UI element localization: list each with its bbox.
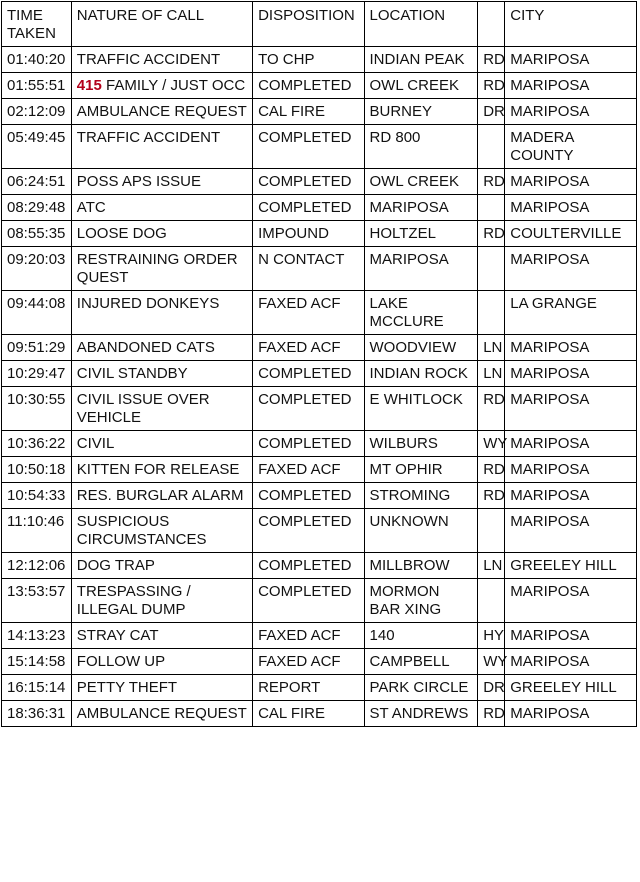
table-row <box>2 47 637 73</box>
cell-location: OWL CREEK <box>364 73 478 99</box>
cell-nature: SUSPICIOUS CIRCUMSTANCES <box>71 509 252 553</box>
cell-suffix: WY <box>478 431 505 457</box>
cell-nature: POSS APS ISSUE <box>71 169 252 195</box>
cell-location: RD 800 <box>364 125 478 169</box>
cell-city: MARIPOSA <box>505 701 637 727</box>
cell-city: MADERA COUNTY <box>505 125 637 169</box>
cell-location: HOLTZEL <box>364 221 478 247</box>
cell-time: 08:29:48 <box>2 195 72 221</box>
cell-city: MARIPOSA <box>505 361 637 387</box>
table-row <box>2 649 637 675</box>
cell-city: MARIPOSA <box>505 387 637 431</box>
cell-nature: RES. BURGLAR ALARM <box>71 483 252 509</box>
cell-nature: AMBULANCE REQUEST <box>71 99 252 125</box>
cell-city: MARIPOSA <box>505 47 637 73</box>
cell-city: MARIPOSA <box>505 623 637 649</box>
cell-city: MARIPOSA <box>505 579 637 623</box>
cell-location: STROMING <box>364 483 478 509</box>
cell-time: 01:40:20 <box>2 47 72 73</box>
header-nature: NATURE OF CALL <box>71 2 252 47</box>
cell-time: 10:54:33 <box>2 483 72 509</box>
table-row <box>2 509 637 553</box>
call-log-table <box>1 1 637 727</box>
cell-time: 16:15:14 <box>2 675 72 701</box>
cell-city: MARIPOSA <box>505 335 637 361</box>
cell-suffix: RD <box>478 457 505 483</box>
cell-nature: FOLLOW UP <box>71 649 252 675</box>
cell-disposition: COMPLETED <box>253 553 364 579</box>
table-row <box>2 675 637 701</box>
cell-time: 09:20:03 <box>2 247 72 291</box>
cell-suffix: WY <box>478 649 505 675</box>
cell-nature: PETTY THEFT <box>71 675 252 701</box>
cell-suffix <box>478 125 505 169</box>
cell-disposition: REPORT <box>253 675 364 701</box>
cell-disposition: FAXED ACF <box>253 291 364 335</box>
cell-location: INDIAN PEAK <box>364 47 478 73</box>
cell-time: 10:50:18 <box>2 457 72 483</box>
cell-suffix: LN <box>478 553 505 579</box>
cell-time: 01:55:51 <box>2 73 72 99</box>
cell-location: LAKE MCCLURE <box>364 291 478 335</box>
cell-city: GREELEY HILL <box>505 675 637 701</box>
cell-suffix: RD <box>478 483 505 509</box>
cell-location: PARK CIRCLE <box>364 675 478 701</box>
cell-location: MT OPHIR <box>364 457 478 483</box>
call-code: 415 <box>76 77 102 94</box>
cell-time: 05:49:45 <box>2 125 72 169</box>
cell-suffix: LN <box>478 335 505 361</box>
table-row <box>2 169 637 195</box>
cell-nature: STRAY CAT <box>71 623 252 649</box>
cell-time: 11:10:46 <box>2 509 72 553</box>
cell-disposition: COMPLETED <box>253 387 364 431</box>
cell-city: MARIPOSA <box>505 431 637 457</box>
cell-city: LA GRANGE <box>505 291 637 335</box>
table-body <box>2 47 637 727</box>
cell-city: MARIPOSA <box>505 169 637 195</box>
cell-time: 15:14:58 <box>2 649 72 675</box>
cell-nature: RESTRAINING ORDER QUEST <box>71 247 252 291</box>
cell-suffix <box>478 195 505 221</box>
header-time: TIME TAKEN <box>2 2 72 47</box>
cell-suffix: RD <box>478 169 505 195</box>
cell-time: 14:13:23 <box>2 623 72 649</box>
table-row <box>2 221 637 247</box>
cell-disposition: FAXED ACF <box>253 623 364 649</box>
cell-time: 10:30:55 <box>2 387 72 431</box>
cell-suffix: DR <box>478 99 505 125</box>
cell-disposition: CAL FIRE <box>253 701 364 727</box>
table-row <box>2 247 637 291</box>
cell-nature: TRESPASSING / ILLEGAL DUMP <box>71 579 252 623</box>
cell-nature: KITTEN FOR RELEASE <box>71 457 252 483</box>
cell-disposition: TO CHP <box>253 47 364 73</box>
cell-location: UNKNOWN <box>364 509 478 553</box>
cell-time: 10:29:47 <box>2 361 72 387</box>
table-row <box>2 125 637 169</box>
cell-location: MILLBROW <box>364 553 478 579</box>
cell-disposition: COMPLETED <box>253 169 364 195</box>
table-row <box>2 431 637 457</box>
cell-time: 06:24:51 <box>2 169 72 195</box>
cell-suffix: RD <box>478 73 505 99</box>
table-row <box>2 483 637 509</box>
cell-time: 10:36:22 <box>2 431 72 457</box>
table-row <box>2 387 637 431</box>
header-suffix <box>478 2 505 47</box>
table-row <box>2 457 637 483</box>
cell-location: CAMPBELL <box>364 649 478 675</box>
cell-city: MARIPOSA <box>505 99 637 125</box>
cell-suffix: RD <box>478 47 505 73</box>
cell-city: COULTERVILLE <box>505 221 637 247</box>
cell-city: MARIPOSA <box>505 483 637 509</box>
cell-disposition: COMPLETED <box>253 509 364 553</box>
cell-nature: ATC <box>71 195 252 221</box>
cell-location: MARIPOSA <box>364 195 478 221</box>
cell-nature: INJURED DONKEYS <box>71 291 252 335</box>
cell-suffix: RD <box>478 701 505 727</box>
table-row <box>2 195 637 221</box>
nature-text: FAMILY / JUST OCC <box>101 77 246 94</box>
cell-nature: CIVIL STANDBY <box>71 361 252 387</box>
table-row <box>2 335 637 361</box>
cell-disposition: FAXED ACF <box>253 457 364 483</box>
table-row <box>2 291 637 335</box>
table-row <box>2 623 637 649</box>
cell-suffix: DR <box>478 675 505 701</box>
table-row <box>2 99 637 125</box>
cell-location: ST ANDREWS <box>364 701 478 727</box>
cell-city: GREELEY HILL <box>505 553 637 579</box>
cell-suffix: LN <box>478 361 505 387</box>
cell-disposition: IMPOUND <box>253 221 364 247</box>
cell-location: MORMON BAR XING <box>364 579 478 623</box>
cell-disposition: FAXED ACF <box>253 649 364 675</box>
cell-suffix <box>478 291 505 335</box>
cell-suffix <box>478 509 505 553</box>
cell-suffix <box>478 247 505 291</box>
cell-city: MARIPOSA <box>505 247 637 291</box>
cell-disposition: CAL FIRE <box>253 99 364 125</box>
cell-location: MARIPOSA <box>364 247 478 291</box>
cell-location: WILBURS <box>364 431 478 457</box>
cell-time: 09:51:29 <box>2 335 72 361</box>
cell-disposition: COMPLETED <box>253 125 364 169</box>
table-row <box>2 73 637 99</box>
cell-suffix: RD <box>478 387 505 431</box>
cell-disposition: COMPLETED <box>253 483 364 509</box>
cell-disposition: N CONTACT <box>253 247 364 291</box>
cell-time: 09:44:08 <box>2 291 72 335</box>
cell-nature: AMBULANCE REQUEST <box>71 701 252 727</box>
cell-disposition: COMPLETED <box>253 579 364 623</box>
cell-city: MARIPOSA <box>505 457 637 483</box>
table-row <box>2 553 637 579</box>
cell-nature <box>71 73 252 99</box>
cell-location: INDIAN ROCK <box>364 361 478 387</box>
cell-time: 08:55:35 <box>2 221 72 247</box>
cell-time: 12:12:06 <box>2 553 72 579</box>
cell-nature: CIVIL <box>71 431 252 457</box>
cell-nature: TRAFFIC ACCIDENT <box>71 47 252 73</box>
cell-nature: TRAFFIC ACCIDENT <box>71 125 252 169</box>
cell-suffix: HY <box>478 623 505 649</box>
table-row <box>2 579 637 623</box>
cell-time: 18:36:31 <box>2 701 72 727</box>
cell-location: OWL CREEK <box>364 169 478 195</box>
cell-disposition: COMPLETED <box>253 361 364 387</box>
cell-suffix <box>478 579 505 623</box>
cell-location: 140 <box>364 623 478 649</box>
cell-nature: LOOSE DOG <box>71 221 252 247</box>
cell-location: E WHITLOCK <box>364 387 478 431</box>
cell-disposition: FAXED ACF <box>253 335 364 361</box>
cell-disposition: COMPLETED <box>253 431 364 457</box>
cell-city: MARIPOSA <box>505 195 637 221</box>
cell-time: 02:12:09 <box>2 99 72 125</box>
cell-city: MARIPOSA <box>505 649 637 675</box>
cell-nature: DOG TRAP <box>71 553 252 579</box>
cell-time: 13:53:57 <box>2 579 72 623</box>
header-city: CITY <box>505 2 637 47</box>
cell-location: BURNEY <box>364 99 478 125</box>
table-row <box>2 361 637 387</box>
cell-disposition: COMPLETED <box>253 195 364 221</box>
header-location: LOCATION <box>364 2 478 47</box>
header-disposition: DISPOSITION <box>253 2 364 47</box>
header-row <box>2 2 637 47</box>
cell-city: MARIPOSA <box>505 509 637 553</box>
cell-location: WOODVIEW <box>364 335 478 361</box>
cell-disposition: COMPLETED <box>253 73 364 99</box>
table-row <box>2 701 637 727</box>
cell-city: MARIPOSA <box>505 73 637 99</box>
cell-suffix: RD <box>478 221 505 247</box>
cell-nature: CIVIL ISSUE OVER VEHICLE <box>71 387 252 431</box>
cell-nature: ABANDONED CATS <box>71 335 252 361</box>
